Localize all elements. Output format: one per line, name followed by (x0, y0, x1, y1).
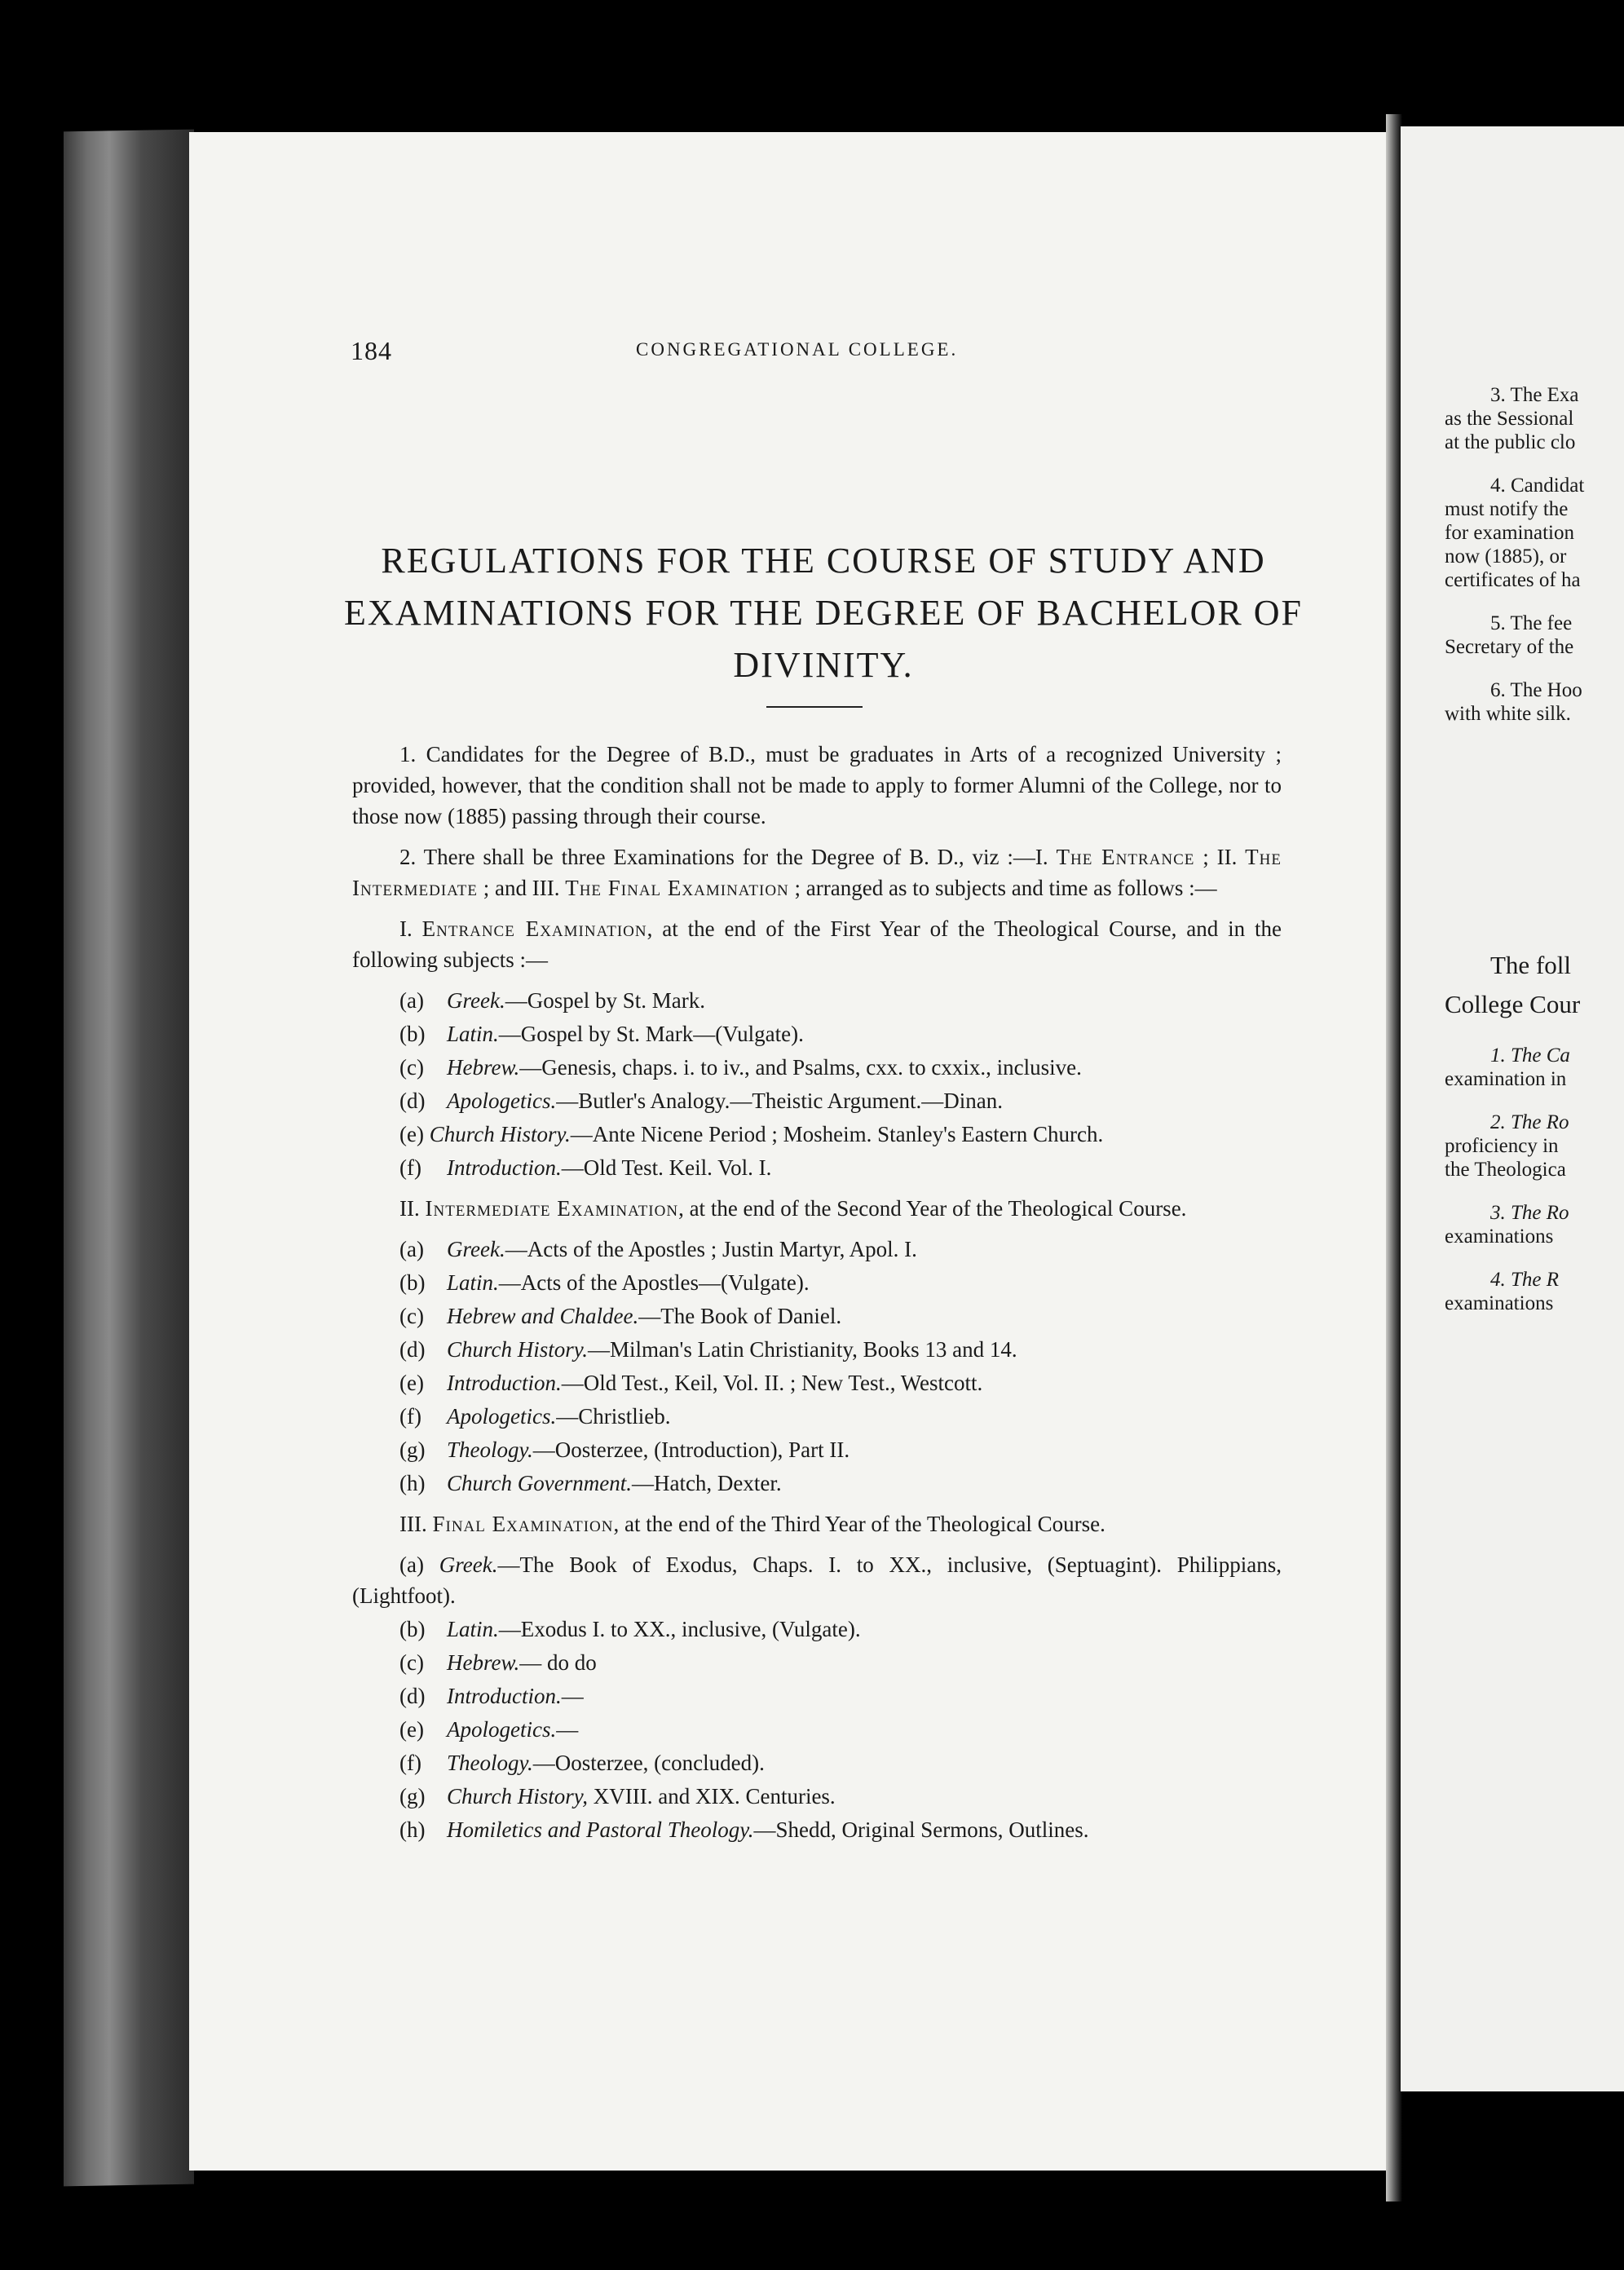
item-text: — (556, 1717, 579, 1742)
paragraph-1: 1. Candidates for the Degree of B.D., must be graduates in Arts of a recognized University ; provided, however, that the condition shall not be made to apply to former Alumni of the College, nor to those now (1885) passing through their course. (352, 742, 1282, 828)
item-subject: Greek. (447, 1237, 505, 1261)
right-fragment-line: 4. Candidat (1490, 475, 1585, 497)
item-letter: (b) (399, 1270, 426, 1295)
subject-item (352, 1814, 1282, 1845)
subject-item (352, 1234, 1282, 1265)
item-text: — (561, 1684, 584, 1708)
running-head (351, 336, 1288, 369)
item-letter: (d) (399, 1337, 426, 1362)
right-page-text (1445, 383, 1624, 1315)
item-subject: Apologetics. (447, 1089, 557, 1113)
right-heading-line: College Cour (1445, 990, 1581, 1018)
item-letter: (e) (399, 1371, 424, 1395)
item-letter: (h) (399, 1471, 426, 1495)
item-text: —Gospel by St. Mark. (505, 988, 705, 1013)
item-letter: (f) (399, 1751, 421, 1775)
item-letter: (e) (399, 1717, 424, 1742)
subject-item (352, 1267, 1282, 1298)
section-numeral: II. (399, 1196, 426, 1221)
subject-item (352, 1468, 1282, 1499)
item-text: —Christlieb. (556, 1404, 671, 1429)
item-text: —Oosterzee, (Introduction), Part II. (532, 1438, 850, 1462)
item-subject: Church History. (429, 1122, 571, 1146)
subject-item (352, 1152, 1282, 1183)
subject-item (352, 1549, 1282, 1611)
subject-item (352, 1680, 1282, 1711)
right-fragment-line: as the Sessional (1445, 408, 1574, 430)
right-fragment-line: 4. The R (1490, 1269, 1560, 1291)
item-subject: Greek. (439, 1552, 498, 1577)
item-text: —Acts of the Apostles ; Justin Martyr, Apol. I. (505, 1237, 917, 1261)
section-heading (352, 1508, 1282, 1539)
right-fragment-line: 3. The Exa (1490, 384, 1579, 406)
section-heading (352, 1193, 1282, 1224)
item-text: —Ante Nicene Period ; Mosheim. Stanley's Eastern Church. (570, 1122, 1104, 1146)
final-label: The Final Examination (565, 876, 789, 900)
section-numeral: III. (399, 1512, 433, 1536)
item-subject: Homiletics and Pastoral Theology. (447, 1817, 754, 1842)
item-letter: (d) (399, 1089, 426, 1113)
item-text: —Oosterzee, (concluded). (532, 1751, 765, 1775)
item-letter: (f) (399, 1155, 421, 1180)
subject-item (352, 1401, 1282, 1432)
paragraph-2-mid2: ; and III. (477, 876, 566, 900)
item-subject: Latin. (447, 1022, 499, 1046)
subject-item (352, 1367, 1282, 1398)
subject-item (352, 1714, 1282, 1745)
subject-item (352, 1747, 1282, 1778)
running-title: CONGREGATIONAL COLLEGE. (636, 339, 959, 360)
item-subject: Latin. (447, 1617, 499, 1641)
item-letter: (a) (399, 1237, 424, 1261)
item-text: — do do (519, 1650, 597, 1675)
item-subject: Introduction. (447, 1371, 562, 1395)
right-fragment-line: examinations (1445, 1226, 1554, 1248)
item-text: —Old Test., Keil, Vol. II. ; New Test., Westcott. (561, 1371, 983, 1395)
right-fragment-line: examinations (1445, 1292, 1554, 1314)
subject-item (352, 1085, 1282, 1116)
right-fragment-line: 1. The Ca (1490, 1044, 1570, 1067)
item-text: —Butler's Analogy.—Theistic Argument.—Dinan. (556, 1089, 1004, 1113)
item-letter: (g) (399, 1438, 426, 1462)
subject-item (352, 1614, 1282, 1645)
item-letter: (c) (399, 1650, 424, 1675)
section-desc: , at the end of the Third Year of the Theological Course. (613, 1512, 1105, 1536)
item-subject: Apologetics. (447, 1404, 557, 1429)
document-body (352, 739, 1282, 1848)
item-subject: Introduction. (447, 1155, 562, 1180)
subject-item (352, 1781, 1282, 1812)
item-text: —Exodus I. to XX., inclusive, (Vulgate). (498, 1617, 861, 1641)
document-title: REGULATIONS FOR THE COURSE OF STUDY AND EXAMINATIONS FOR THE DEGREE OF BACHELOR OF DIVINITY. (344, 541, 1303, 685)
subject-item (352, 1301, 1282, 1332)
section-desc: , at the end of the Second Year of the Theological Course. (678, 1196, 1187, 1221)
item-subject: Latin. (447, 1270, 499, 1295)
section-heading (352, 913, 1282, 975)
item-text: XVIII. and XIX. Centuries. (588, 1784, 836, 1808)
right-fragment-line: 3. The Ro (1490, 1202, 1569, 1224)
item-subject: Introduction. (447, 1684, 562, 1708)
subject-item (352, 1018, 1282, 1049)
paragraph-2-lead: 2. There shall be three Examinations for the Degree of B. D., viz :—I. (399, 845, 1057, 869)
item-text: —Hatch, Dexter. (631, 1471, 782, 1495)
subject-item (352, 1647, 1282, 1678)
right-fragment-line: examination in (1445, 1068, 1567, 1090)
section-name: Intermediate Examination (425, 1196, 679, 1221)
section-name: Final Examination (432, 1512, 614, 1536)
item-letter: (b) (399, 1022, 426, 1046)
item-subject: Hebrew. (447, 1650, 520, 1675)
item-letter: (b) (399, 1617, 426, 1641)
right-fragment-line: Secretary of the (1445, 636, 1574, 658)
item-subject: Church History, (447, 1784, 589, 1808)
item-letter: (e) (399, 1122, 424, 1146)
right-fragment-line: 2. The Ro (1490, 1111, 1569, 1133)
entrance-label: The Entrance (1056, 845, 1195, 869)
item-subject: Theology. (447, 1751, 533, 1775)
item-letter: (g) (399, 1784, 426, 1808)
item-letter: (a) (399, 1552, 424, 1577)
intermediate-label: The Intermediate (352, 845, 1282, 900)
right-fragment-line: the Theologica (1445, 1159, 1566, 1181)
item-text: —The Book of Daniel. (638, 1304, 842, 1328)
paragraph-2-tail: ; arranged as to subjects and time as follows :— (788, 876, 1217, 900)
book-page-edges (64, 130, 194, 2187)
book-gutter (1386, 114, 1402, 2202)
subject-item (352, 1119, 1282, 1150)
right-heading-line: The foll (1490, 951, 1571, 979)
title-rule (766, 706, 863, 708)
item-letter: (c) (399, 1304, 424, 1328)
item-subject: Hebrew and Chaldee. (447, 1304, 639, 1328)
item-letter: (a) (399, 988, 424, 1013)
item-letter: (h) (399, 1817, 426, 1842)
item-text: —Genesis, chaps. i. to iv., and Psalms, cxx. to cxxix., inclusive. (519, 1055, 1082, 1080)
right-fragment-line: must notify the (1445, 498, 1569, 520)
item-subject: Apologetics. (447, 1717, 557, 1742)
right-fragment-line: 5. The fee (1490, 612, 1573, 634)
item-subject: Church History. (447, 1337, 589, 1362)
page-number: 184 (351, 336, 392, 365)
item-text: —Acts of the Apostles—(Vulgate). (498, 1270, 810, 1295)
item-text: —The Book of Exodus, Chaps. I. to XX., inclusive, (Septuagint). Philippians, (Lightfoot). (352, 1552, 1282, 1608)
item-letter: (d) (399, 1684, 426, 1708)
subject-item (352, 1334, 1282, 1365)
paragraph-2-mid1: ; II. (1194, 845, 1246, 869)
subject-item (352, 1052, 1282, 1083)
item-text: —Old Test. Keil. Vol. I. (561, 1155, 772, 1180)
item-subject: Greek. (447, 988, 505, 1013)
right-fragment-line: at the public clo (1445, 431, 1576, 453)
subject-item (352, 1434, 1282, 1465)
section-desc: , at the end of the First Year of the Theological Course, and in the following subjects :— (352, 916, 1282, 972)
item-text: —Shedd, Original Sermons, Outlines. (753, 1817, 1089, 1842)
item-subject: Church Government. (447, 1471, 632, 1495)
paragraph-2 (352, 841, 1282, 903)
right-fragment-line: certificates of ha (1445, 569, 1581, 591)
section-name: Entrance Examination (421, 916, 647, 941)
right-fragment-line: 6. The Hoo (1490, 679, 1582, 701)
right-fragment-line: for examination (1445, 522, 1574, 544)
right-fragment-line: with white silk. (1445, 703, 1571, 725)
item-letter: (f) (399, 1404, 421, 1429)
item-letter: (c) (399, 1055, 424, 1080)
right-fragment-line: proficiency in (1445, 1135, 1559, 1157)
item-text: —Gospel by St. Mark—(Vulgate). (498, 1022, 804, 1046)
item-text: —Milman's Latin Christianity, Books 13 and 14. (588, 1337, 1017, 1362)
right-fragment-line: now (1885), or (1445, 545, 1567, 568)
section-numeral: I. (399, 916, 422, 941)
subject-item (352, 985, 1282, 1016)
item-subject: Hebrew. (447, 1055, 520, 1080)
item-subject: Theology. (447, 1438, 533, 1462)
